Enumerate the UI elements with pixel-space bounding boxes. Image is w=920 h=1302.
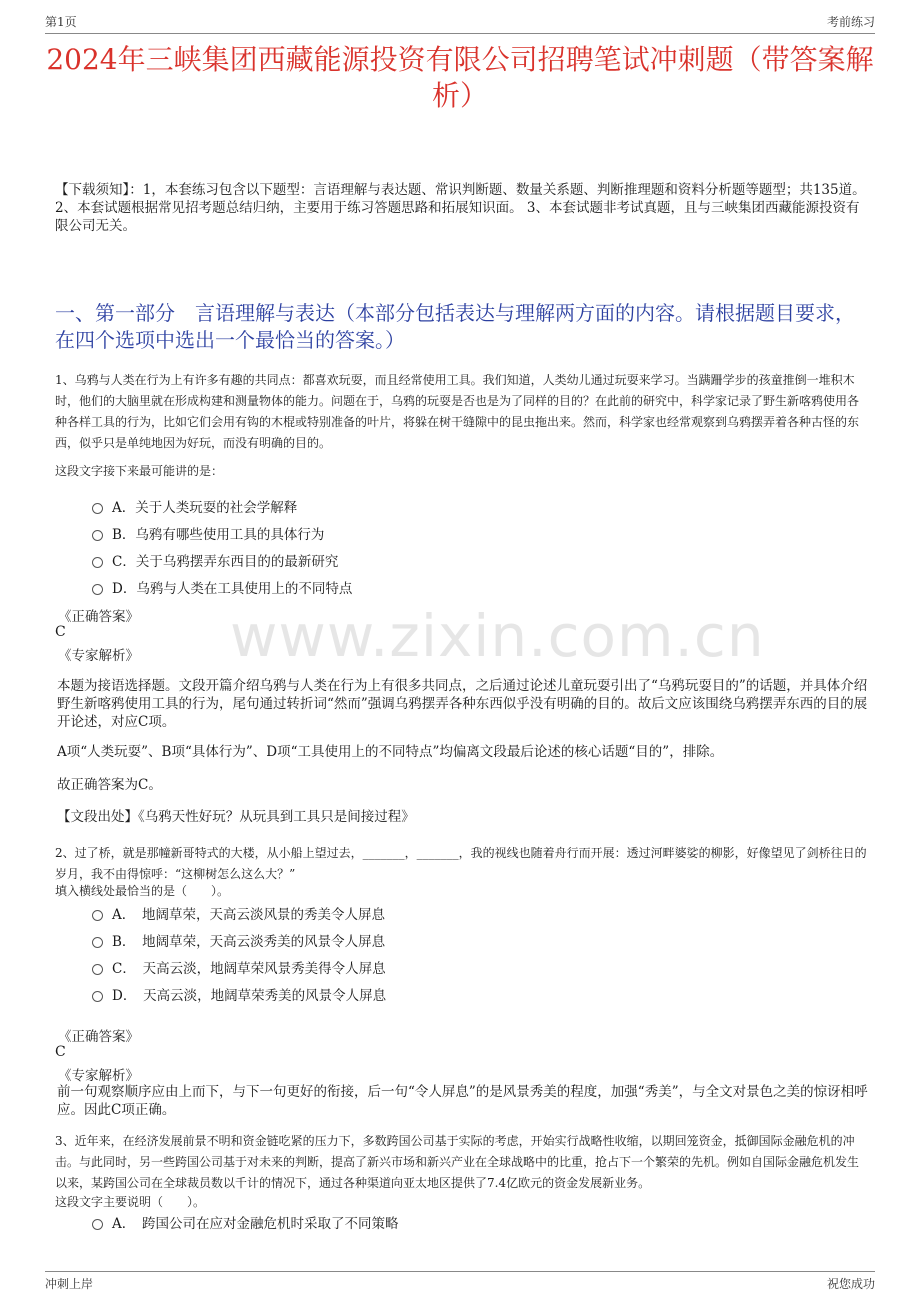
analysis-paragraph: 本题为接语选择题。文段开篇介绍乌鸦与人类在行为上有很多共同点，之后通过论述儿童玩耍引出了“乌鸦玩耍目的”的话题，并具体介绍野生新喀鸦使用工具的行为，尾句通过转折词“然而”强调乌鸦摆弄各种东西似乎没有明确的目的。故后文应该围绕乌鸦摆弄东西的目的展开论述，对应C项。 [57,678,868,730]
section-heading: 一、第一部分 言语理解与表达（本部分包括表达与理解两方面的内容。请根据题目要求，在四个选项中选出一个最恰当的答案。） [55,301,855,352]
page-header [45,10,875,34]
watermark: www.zixin.com.cn [230,602,765,670]
question-2-option-d[interactable] [92,984,386,1004]
document-title: 2024年三峡集团西藏能源投资有限公司招聘笔试冲刺题（带答案解析） [46,43,874,112]
answer-label: 《正确答案》 [58,609,139,625]
question-1-option-a[interactable] [92,496,297,516]
question-1-text: 1、乌鸦与人类在行为上有许多有趣的共同点：都喜欢玩耍，而且经常使用工具。我们知道，人类幼儿通过玩耍来学习。当蹒跚学步的孩童推倒一堆积木时，他们的大脑里就在形成构建和测量物体的能力。问题在于，乌鸦的玩耍是否也是为了同样的目的？在此前的研究中，科学家记录了野生新喀鸦使用各种各样工具的行为，比如它们会用有钩的木棍或特别准备的叶片，将躲在树干缝隙中的昆虫拖出来。然而，科学家也经常观察到乌鸦摆弄着各种古怪的东西，似乎只是单纯地因为好玩，而没有明确的目的。 [55,373,860,450]
radio-icon[interactable] [92,584,103,595]
page-number: 第1页 [45,15,77,29]
option-label: C．关于乌鸦摆弄东西目的的最新研究 [112,554,339,570]
radio-icon[interactable] [92,910,103,921]
analysis-label: 《专家解析》 [58,648,139,664]
download-notice: 【下载须知】：1，本套练习包含以下题型：言语理解与表达题、常识判断题、数量关系题、判断推理题和资料分析题等题型；共135道。 2、本套试题根据常见招考题总结归纳，主要用于练习答题思路和拓展知识面。 3、本套试题非考试真题，且与三峡集团西藏能源投资有限公司无关。 [55,182,866,234]
analysis-paragraph: 前一句观察顺序应由上而下，与下一句更好的衔接，后一句“令人屏息”的是风景秀美的程度，加强“秀美”，与全文对景色之美的惊讶相呼应。因此C项正确。 [57,1084,868,1118]
footer-right-text: 祝您成功 [826,1277,875,1291]
header-tag: 考前练习 [826,15,875,29]
question-1-option-b[interactable] [92,523,324,543]
question-1-option-d[interactable] [92,577,352,597]
question-2-prompt: 填入横线处最恰当的是（ ）。 [55,884,230,898]
option-label: A． 跨国公司在应对金融危机时采取了不同策略 [112,1216,399,1232]
radio-icon[interactable] [92,503,103,514]
radio-icon[interactable] [92,1219,103,1230]
option-label: C． 天高云淡，地阔草荣风景秀美得令人屏息 [112,961,386,977]
option-label: B． 地阔草荣，天高云淡秀美的风景令人屏息 [112,934,386,950]
radio-icon[interactable] [92,964,103,975]
option-label: D．乌鸦与人类在工具使用上的不同特点 [112,581,353,597]
question-3-option-a[interactable] [92,1212,399,1232]
analysis-paragraph: 故正确答案为C。 [57,777,162,793]
page-footer [45,1271,875,1292]
radio-icon[interactable] [92,530,103,541]
radio-icon[interactable] [92,557,103,568]
radio-icon[interactable] [92,991,103,1002]
answer-label: 《正确答案》 [58,1029,139,1045]
question-1-option-c[interactable] [92,550,338,570]
question-2-text: 2、过了桥，就是那幢新哥特式的大楼，从小船上望过去，_______，_______，我的视线也随着舟行而开展：透过河畔婆娑的柳影，好像望见了剑桥往日的岁月，我不由得惊呼：“这柳树怎么这么大？” [55,846,867,881]
source-reference: 【文段出处】《乌鸦天性好玩？从玩具到工具只是间接过程》 [57,809,415,825]
option-label: D． 天高云淡，地阔草荣秀美的风景令人屏息 [112,988,387,1004]
option-label: A．关于人类玩耍的社会学解释 [112,500,298,516]
option-label: B．乌鸦有哪些使用工具的具体行为 [112,527,325,543]
analysis-label: 《专家解析》 [58,1068,139,1084]
radio-icon[interactable] [92,937,103,948]
footer-left-text: 冲刺上岸 [45,1277,94,1291]
question-2-option-b[interactable] [92,930,385,950]
option-label: A． 地阔草荣，天高云淡风景的秀美令人屏息 [112,907,385,923]
question-2-option-c[interactable] [92,957,386,977]
answer-value: C [55,624,66,640]
question-1-prompt: 这段文字接下来最可能讲的是： [55,464,224,478]
question-3-prompt: 这段文字主要说明（ ）。 [55,1195,206,1209]
question-3-text: 3、近年来，在经济发展前景不明和资金链吃紧的压力下，多数跨国公司基于实际的考虑，开始实行战略性收缩，以期回笼资金，抵御国际金融危机的冲击。与此同时，另一些跨国公司基于对未来的判断，提高了新兴市场和新兴产业在全球战略中的比重，抢占下一个繁荣的先机。例如自国际金融危机发生以来，某跨国公司在全球裁员数以千计的情况下，通过各种渠道向亚太地区提供了7.4亿欧元的资金发展新业务。 [55,1134,860,1190]
answer-value: C [55,1044,66,1060]
analysis-paragraph: A项“人类玩耍”、B项“具体行为”、D项“工具使用上的不同特点”均偏离文段最后论述的核心话题“目的”，排除。 [57,744,724,760]
question-2-option-a[interactable] [92,903,385,923]
